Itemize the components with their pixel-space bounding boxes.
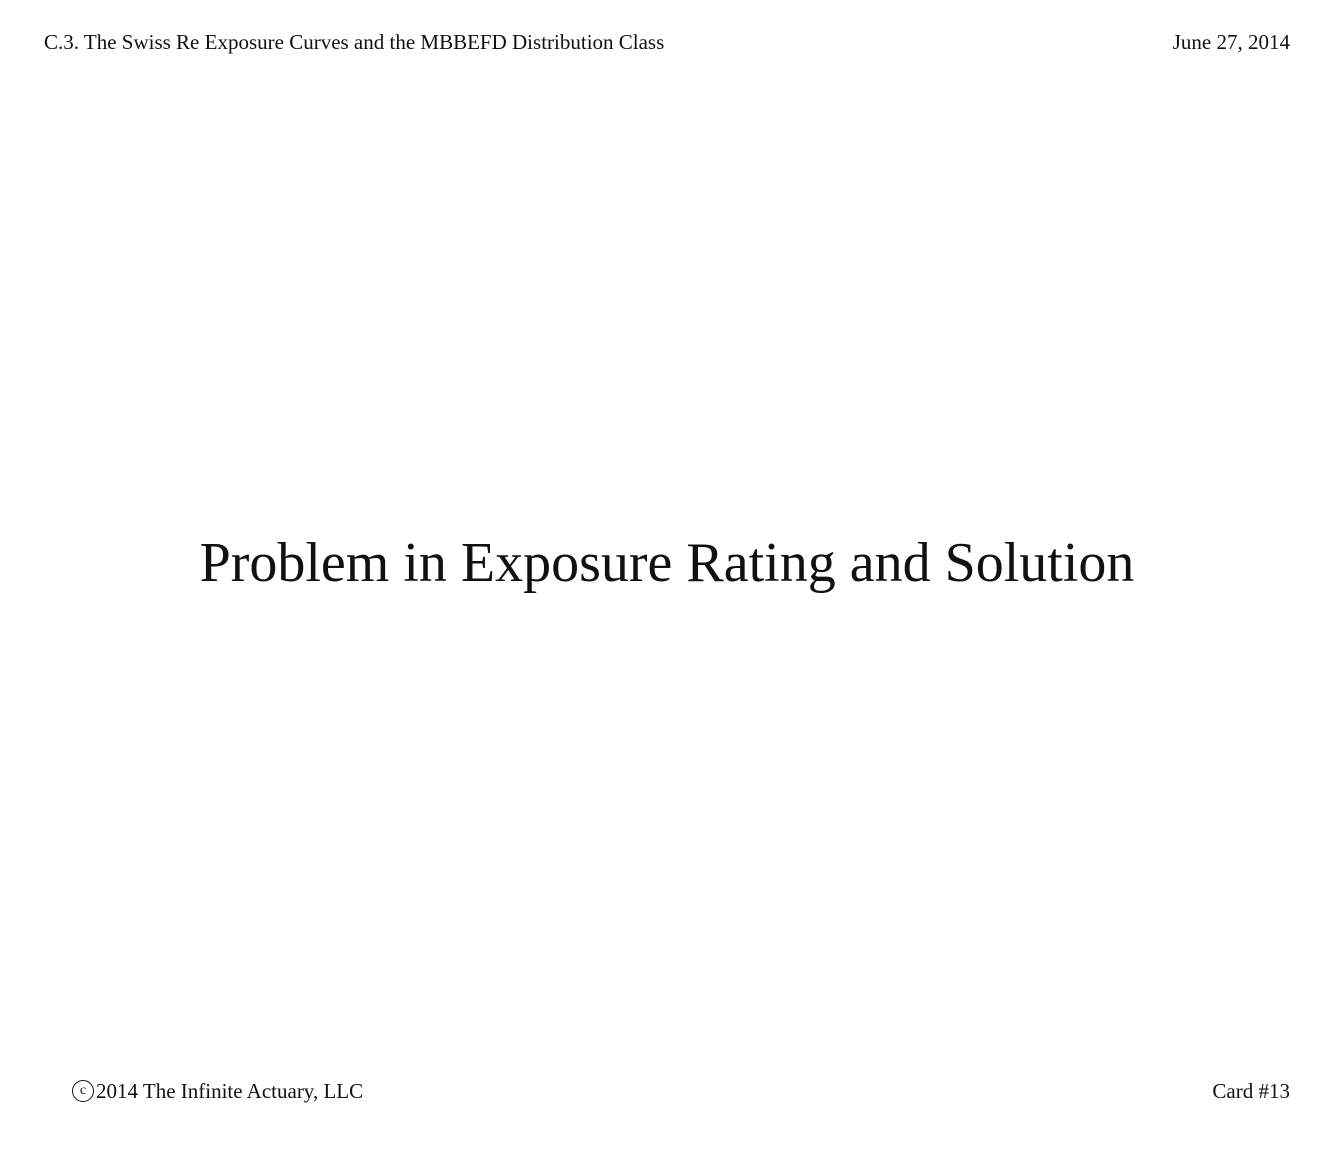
- card-title: Problem in Exposure Rating and Solution: [199, 532, 1135, 594]
- card-number: Card #13: [1212, 1079, 1290, 1103]
- section-title: C.3. The Swiss Re Exposure Curves and the MBBEFD Distribution Class: [44, 30, 665, 54]
- copyright-notice: [72, 1077, 363, 1105]
- header-date: June 27, 2014: [1172, 30, 1290, 54]
- copyright-icon: c: [72, 1080, 94, 1102]
- copyright-text: 2014 The Infinite Actuary, LLC: [96, 1079, 364, 1103]
